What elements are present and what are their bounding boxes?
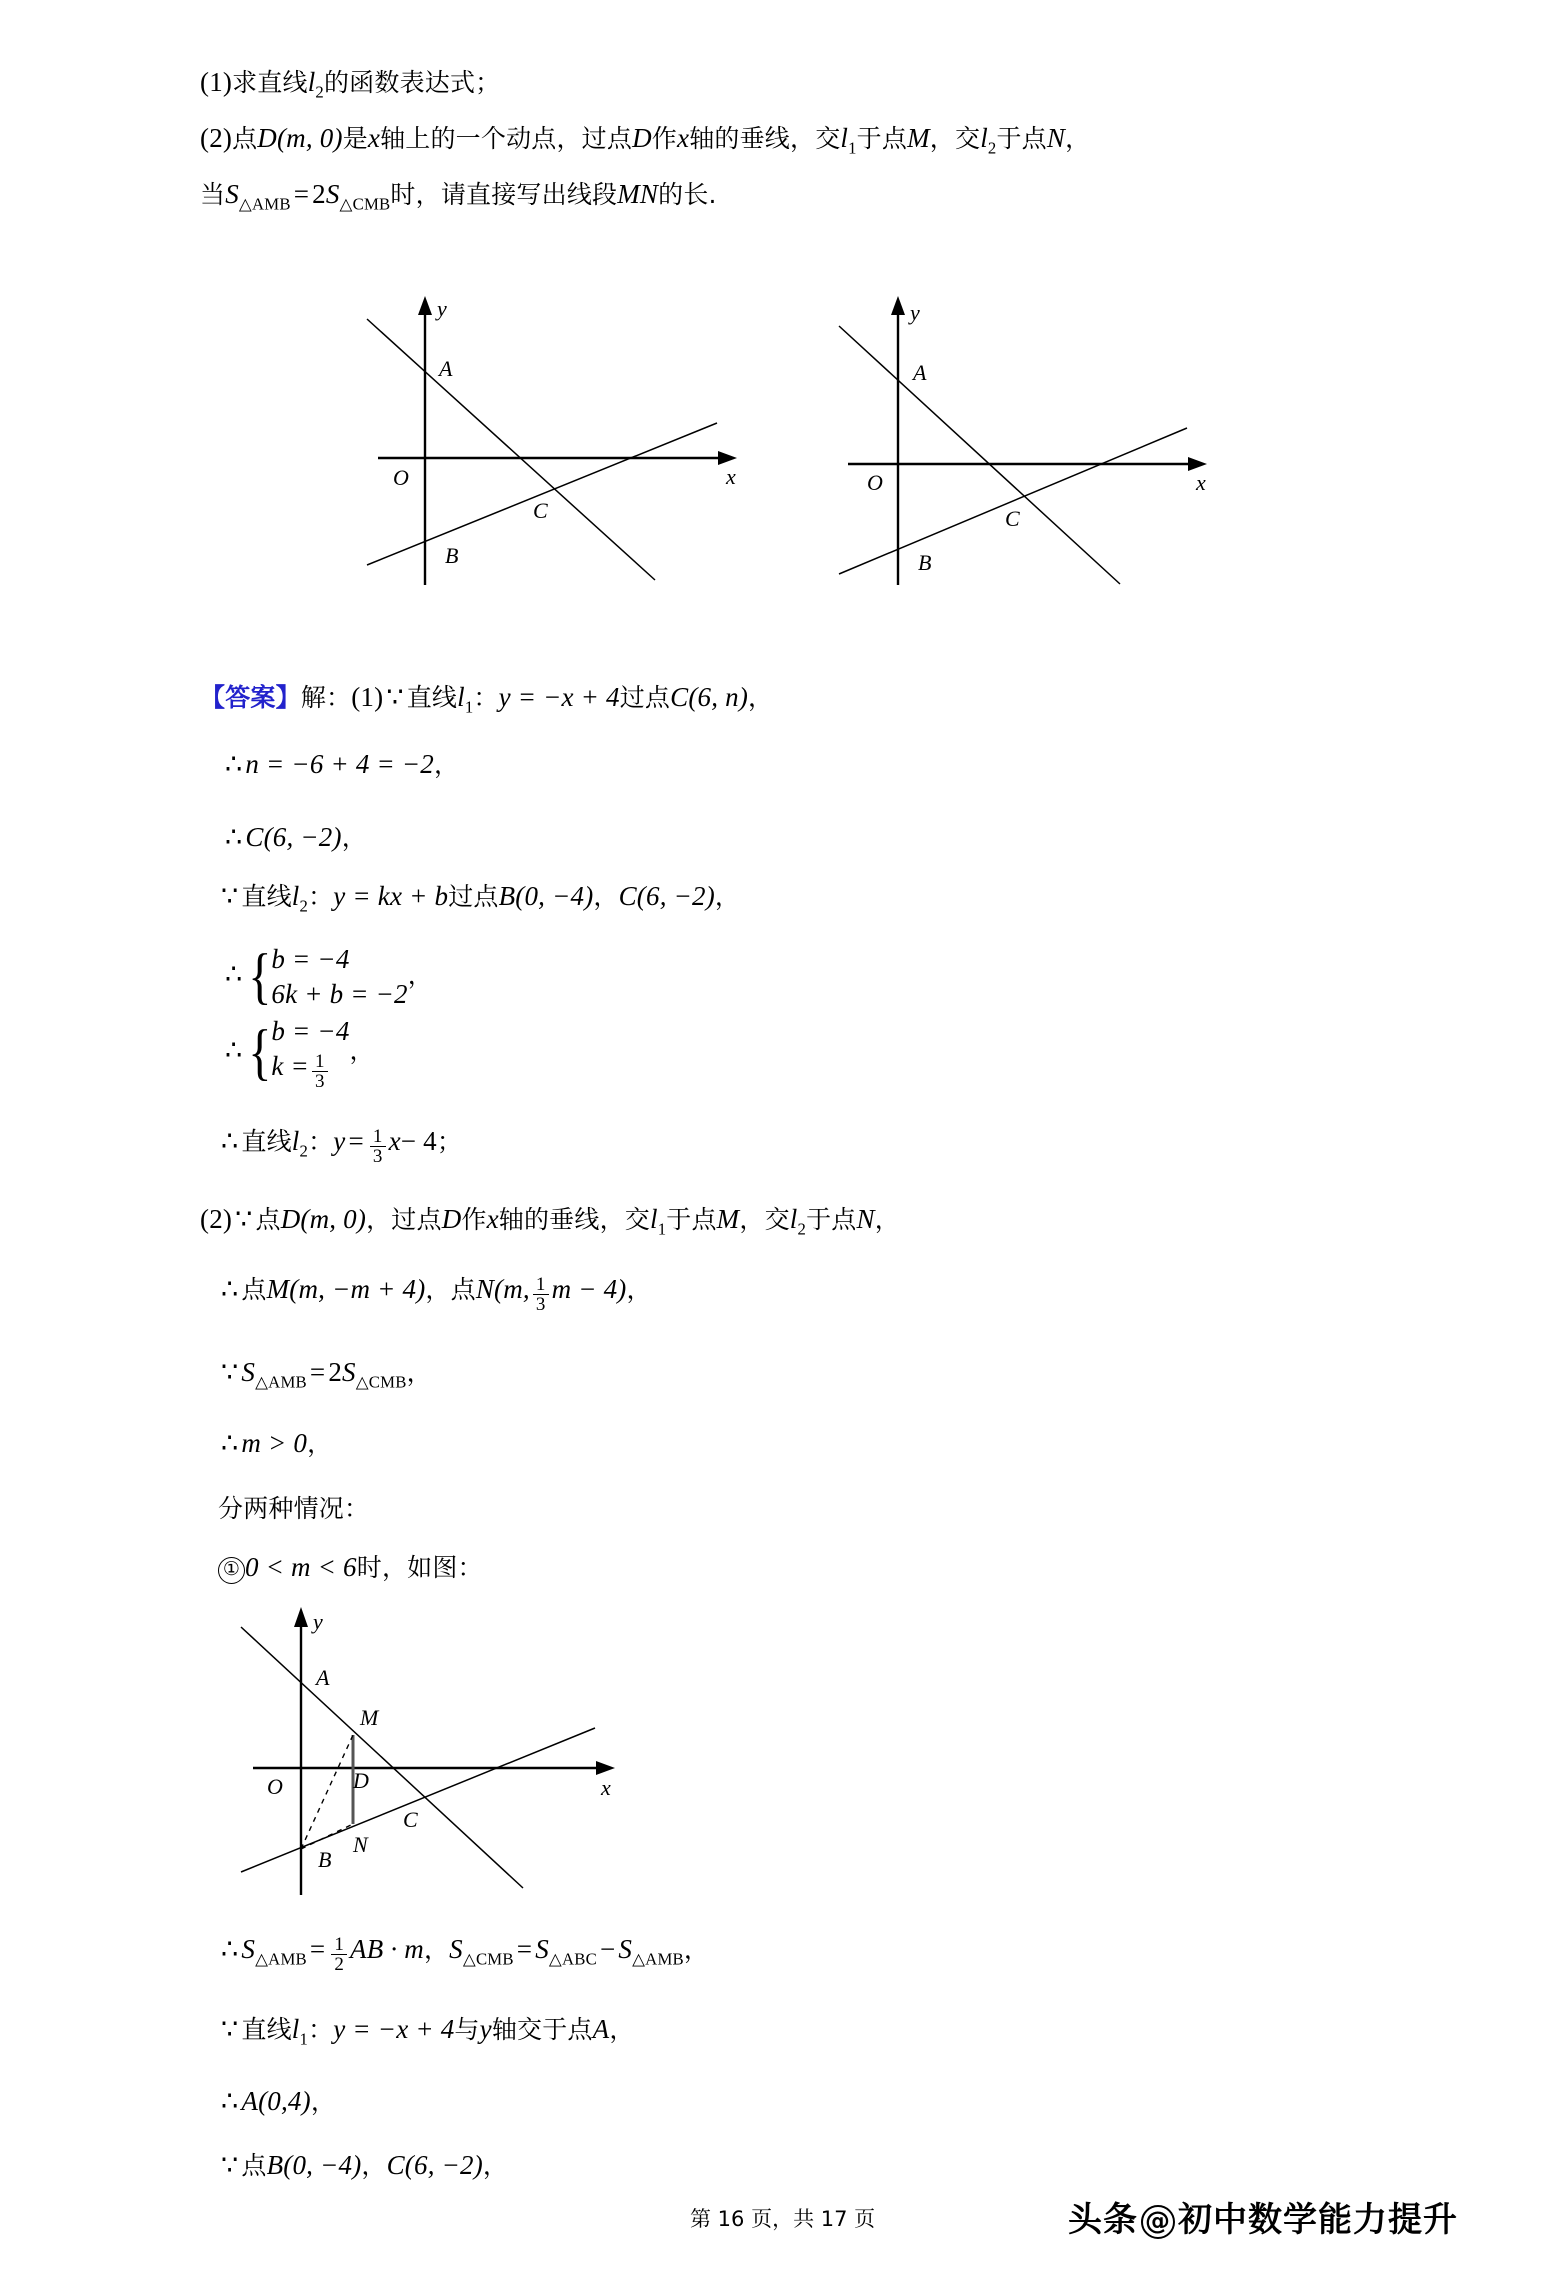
answer-point-n-rhs-9: m − 4) (551, 1274, 627, 1304)
part2b-mn: MN (617, 179, 659, 209)
answer-s2-sub-10: △CMB (355, 1372, 407, 1392)
part2-seg6: 于点 (856, 124, 908, 153)
answer-seg4-8: 于点 (666, 1205, 717, 1234)
answer-x-8: x (486, 1204, 499, 1234)
answer-eqn-13: 0 < m < 6 (245, 1552, 357, 1582)
answer-comma-4b: ， (714, 882, 741, 911)
answer-comma-1: ， (748, 683, 774, 712)
fig1-label-x: x (726, 464, 736, 489)
answer-dian-8: 点 (255, 1205, 281, 1234)
fig2-label-x: x (1196, 470, 1206, 495)
fig3-line-l1 (241, 1627, 523, 1888)
answer-d-8: D (441, 1204, 462, 1234)
fig2-label-C: C (1005, 506, 1020, 531)
system2-brace-group (245, 1014, 349, 1092)
answer-point-c-4: C(6, −2) (618, 881, 715, 911)
answer-because-8: ∵ (235, 1204, 253, 1234)
answer-y-7: y (333, 1126, 346, 1156)
answer-guodian-1: 过点 (619, 683, 671, 712)
part2-point-d2: D (632, 123, 652, 153)
answer-line-17 (218, 2146, 508, 2185)
fig2-line-l2 (839, 428, 1187, 574)
answer-colon-4: ： (308, 882, 334, 911)
answer-seg1-8: 过点 (391, 1205, 442, 1234)
answer-l1-8: l (649, 1204, 658, 1234)
answer-mid-14: AB · m (350, 1934, 424, 1964)
answer-line-12: 分两种情况： (218, 1494, 370, 1523)
answer-eq-7: = (348, 1126, 364, 1156)
answer-a-15: A (592, 2014, 610, 2044)
answer-s1-sub-10: △AMB (255, 1372, 307, 1392)
fig3-label-N: N (353, 1832, 368, 1857)
fig2-line-l1 (839, 326, 1120, 584)
answer-eqn-15: y = −x + 4 (333, 2014, 455, 2044)
answer-jie: 解： (300, 683, 352, 712)
answer-comma-9a: ， (425, 1275, 451, 1304)
answer-comma-14b: ， (683, 1935, 710, 1964)
answer-therefore-2: ∴ (225, 749, 243, 779)
fig3-x-arrowhead (596, 1761, 615, 1775)
answer-l-sub-4: 2 (299, 896, 309, 916)
system2-therefore: ∴ (225, 1035, 243, 1066)
fig3-line-l2 (241, 1728, 595, 1872)
watermark-name: 初中数学能力提升 (1178, 2200, 1458, 2240)
answer-comma-15: ， (609, 2015, 635, 2044)
fig3-label-C: C (403, 1807, 418, 1832)
part2b-s2: S (325, 179, 340, 209)
fig3-label-A: A (316, 1665, 330, 1690)
part2-l2: l (980, 123, 988, 153)
answer-eqn-3: C(6, −2) (245, 822, 342, 852)
answer-fraction-7 (370, 1127, 386, 1167)
answer-zhixian-4: 直线 (241, 882, 292, 911)
answer-dian2-9: 点 (450, 1275, 476, 1304)
answer-l-sub-1: 1 (464, 697, 474, 717)
answer-zhixian-15: 直线 (241, 2015, 292, 2044)
system1-row1: b = −4 (271, 944, 350, 974)
part2-seg2: 是 (342, 124, 368, 153)
answer-comma-8a: ， (366, 1205, 392, 1234)
fig3-label-O: O (267, 1774, 283, 1799)
part2-l1: l (840, 123, 849, 153)
fig2-label-A: A (913, 360, 927, 385)
answer-l-7: l (291, 1126, 300, 1156)
answer-point-1: C(6, n) (670, 682, 749, 712)
answer-seg2-15: 轴交于点 (491, 2015, 593, 2044)
answer-s4-14: S (618, 1934, 633, 1964)
question-part1 (200, 63, 500, 111)
answer-comma-4a: ， (593, 882, 619, 911)
answer-line-3 (222, 818, 367, 857)
answer-comma-11: ， (307, 1429, 333, 1458)
fig2-label-O: O (867, 470, 883, 495)
answer-line-14 (218, 1930, 709, 1978)
answer-y-15: y (479, 2014, 492, 2044)
answer-tail-7: − 4 (400, 1126, 437, 1156)
part2-seg7: ，交 (929, 124, 981, 153)
answer-eqn-2: n = −6 + 4 = −2 (245, 749, 434, 779)
question-part2-line2 (200, 175, 717, 223)
part2-seg1: 点 (232, 124, 258, 153)
answer-eqn-16: A(0,4) (241, 2086, 311, 2116)
answer-system-2 (222, 1014, 375, 1092)
answer-comma-17b: ， (482, 2151, 509, 2180)
fig3-y-arrowhead (294, 1607, 308, 1627)
answer-s1-sub-14: △AMB (255, 1949, 307, 1969)
answer-comma-17a: ， (361, 2151, 387, 2180)
answer-l-sub-15: 1 (299, 2029, 309, 2049)
answer-point-n-lhs-9: N(m, (475, 1274, 530, 1304)
system2-trailing: ， (349, 1036, 375, 1066)
answer-comma-8b: ，交 (739, 1205, 790, 1234)
answer-zhixian-1: 直线 (406, 683, 458, 712)
answer-l1-sub-8: 1 (657, 1219, 667, 1239)
part2-point-n: N (1046, 123, 1066, 153)
part2-var-x2: x (677, 123, 690, 153)
answer-frac-num-7: 1 (372, 1125, 383, 1147)
answer-l2-sub-8: 2 (797, 1219, 807, 1239)
answer-eq-10: = (309, 1357, 326, 1387)
fig1-line-l1 (367, 319, 655, 580)
fig3-label-D: D (353, 1768, 369, 1793)
part2-seg3: 轴上的一个动点，过点 (380, 124, 633, 153)
part2-point-m: M (907, 123, 930, 153)
answer-dian1-9: 点 (241, 1275, 267, 1304)
part2b-coef: 2 (312, 179, 326, 209)
answer-line-16 (218, 2082, 336, 2121)
answer-point-b-4: B(0, −4) (498, 881, 594, 911)
answer-s1-14: S (241, 1934, 256, 1964)
answer-line-13 (218, 1548, 483, 1587)
part2b-seg3: 的长. (658, 180, 717, 209)
system1-therefore: ∴ (225, 959, 243, 990)
answer-line-8 (200, 1200, 900, 1248)
part1-line-var: l (307, 67, 316, 97)
fig1-label-C: C (533, 498, 548, 523)
answer-frac-den-9: 3 (533, 1294, 549, 1314)
answer-frac-den-14: 2 (331, 1954, 347, 1974)
part2b-seg1: 当 (200, 180, 226, 209)
answer-line-11 (218, 1424, 332, 1463)
answer-frac-den-7: 3 (370, 1146, 386, 1166)
answer-because-4: ∵ (221, 881, 239, 911)
answer-comma-3: ， (341, 823, 367, 852)
part2b-s1-sub: △AMB (238, 194, 291, 214)
answer-comma-9b: ， (626, 1275, 652, 1304)
answer-line-4 (218, 877, 740, 925)
part1-text-b: 的函数表达式； (323, 68, 501, 97)
system2-fraction (312, 1052, 328, 1092)
answer-therefore-9: ∴ (221, 1274, 239, 1304)
circled-number-1: ① (218, 1557, 245, 1584)
system2-row2 (271, 1049, 349, 1092)
answer-point-m-9: M(m, −m + 4) (266, 1274, 426, 1304)
fig3-dashed-BM (301, 1735, 353, 1849)
watermark-at-icon: @ (1141, 2205, 1175, 2239)
answer-s3-sub-14: △ABC (548, 1949, 597, 1969)
part2-var-x1: x (367, 123, 381, 153)
fig1-y-arrowhead (418, 296, 432, 315)
answer-eqn-4: y = kx + b (333, 881, 449, 911)
fig1-label-B: B (445, 543, 459, 568)
answer-comma-16: ， (310, 2087, 337, 2116)
part2-l2-sub: 2 (987, 138, 997, 158)
fig2-x-arrowhead (1188, 457, 1207, 471)
answer-eq-14: = (309, 1934, 326, 1964)
answer-fraction-14 (331, 1935, 347, 1975)
answer-system-1 (222, 942, 433, 1012)
figure-3 (205, 1595, 645, 1915)
footer-page-number: 第 16 页，共 17 页 (690, 2207, 876, 2231)
answer-l-15: l (291, 2014, 300, 2044)
part2-point-d: D(m, 0) (257, 123, 343, 153)
system2-frac-den: 3 (312, 1071, 328, 1091)
answer-s2-sub-14: △CMB (462, 1949, 514, 1969)
answer-line-9 (218, 1270, 652, 1315)
answer-because-15: ∵ (221, 2014, 239, 2044)
answer-zhixian-7: 直线 (241, 1127, 292, 1156)
answer-dian-17: 点 (241, 2151, 267, 2180)
answer-frac-num-9: 1 (535, 1273, 546, 1295)
answer-because-10: ∵ (221, 1357, 239, 1387)
answer-s4-sub-14: △AMB (632, 1949, 684, 1969)
answer-l-1: l (457, 682, 465, 712)
fig1-label-y: y (437, 296, 447, 321)
system1-trailing: ， (407, 960, 433, 990)
answer-b-17: B(0, −4) (266, 2150, 362, 2180)
part1-text-a: 求直线 (232, 68, 308, 97)
answer-m-8: M (716, 1204, 740, 1234)
system2-frac-num: 1 (314, 1050, 325, 1072)
system2-brace: { (248, 1018, 273, 1087)
system2-row2-lhs: k = (271, 1051, 309, 1082)
answer-c-17: C(6, −2) (386, 2150, 483, 2180)
answer-seg2-8: 作 (461, 1205, 487, 1234)
fig1-label-A: A (439, 356, 453, 381)
answer-fraction-9 (533, 1275, 549, 1315)
fig1-line-l2 (367, 423, 717, 565)
answer-eqn-1: y = −x + 4 (498, 682, 620, 712)
system1-brace: { (248, 942, 273, 1011)
answer-line-2 (222, 745, 459, 784)
answer-colon-7: ： (308, 1127, 334, 1156)
answer-comma-2: ， (434, 750, 460, 779)
answer-coef-10: 2 (328, 1357, 343, 1387)
answer-s3-14: S (535, 1934, 549, 1964)
answer-seg3-8: 轴的垂线，交 (498, 1205, 650, 1234)
answer-l2-8: l (789, 1204, 798, 1234)
fig2-y-arrowhead (891, 296, 905, 315)
answer-comma-8c: ， (874, 1205, 900, 1234)
answer-l-sub-7: 2 (299, 1141, 309, 1161)
part2-seg8: 于点 (996, 124, 1047, 153)
fig1-label-O: O (393, 465, 409, 490)
answer-because-1: ∵ (386, 682, 404, 712)
answer-x-7: x (388, 1126, 401, 1156)
answer-comma-10: ， (406, 1358, 432, 1387)
answer-point-d-8: D(m, 0) (280, 1204, 367, 1234)
part2-seg4: 作 (651, 124, 677, 153)
question-part2-line1 (200, 119, 1090, 167)
watermark (1068, 2192, 1458, 2241)
part2-seg9: ， (1065, 124, 1091, 153)
answer-minus-14: − (599, 1934, 616, 1964)
answer-colon-15: ： (308, 2015, 334, 2044)
answer-eqn-11: m > 0 (241, 1428, 308, 1458)
system1-row2: 6k + b = −2 (271, 979, 408, 1010)
part2b-s1: S (225, 179, 239, 209)
answer-comma-14a: ， (423, 1935, 450, 1964)
fig3-label-x: x (601, 1775, 611, 1800)
answer-therefore-3: ∴ (225, 822, 243, 852)
answer-line-10 (218, 1353, 432, 1401)
answer-because-17: ∵ (221, 2150, 239, 2180)
answer-therefore-14: ∴ (221, 1934, 239, 1964)
answer-therefore-11: ∴ (221, 1428, 239, 1458)
part1-line-sub: 2 (315, 82, 324, 102)
fig3-label-y: y (313, 1609, 323, 1634)
fig1-x-arrowhead (718, 451, 737, 465)
answer-s2-10: S (342, 1357, 356, 1387)
answer-semicolon-7: ； (436, 1127, 463, 1156)
answer-seg5-8: 于点 (806, 1205, 857, 1234)
part2-l1-sub: 1 (848, 138, 857, 158)
answer-colon-1: ： (473, 683, 499, 712)
answer-frac-num-14: 1 (334, 1933, 345, 1955)
answer-line-7 (218, 1122, 462, 1170)
answer-tag: 【答案】 (200, 683, 301, 712)
system2-row1: b = −4 (271, 1016, 350, 1046)
answer-line-15 (218, 2010, 635, 2058)
answer-guodian-4: 过点 (448, 882, 499, 911)
figure-2 (815, 288, 1215, 588)
watermark-prefix: 头条 (1068, 2200, 1138, 2240)
part1-prefix: (1) (200, 67, 233, 97)
part2b-eq: = (293, 179, 310, 209)
part2b-seg2: 时，请直接写出线段 (390, 180, 618, 209)
answer-l-4: l (291, 881, 300, 911)
answer-shi-13: 时，如图： (356, 1553, 483, 1582)
fig3-label-B: B (318, 1847, 332, 1872)
fig3-label-M: M (360, 1705, 379, 1730)
answer-eq2-14: = (516, 1934, 533, 1964)
answer-s1-10: S (241, 1357, 256, 1387)
part2-prefix: (2) (200, 123, 233, 153)
answer-s2-14: S (449, 1934, 463, 1964)
figure-1 (345, 288, 745, 588)
answer-num1: (1) (351, 682, 384, 712)
fig2-label-y: y (910, 300, 920, 325)
answer-num-8: (2) (200, 1204, 233, 1234)
answer-seg1-15: 与 (454, 2015, 480, 2044)
answer-therefore-7: ∴ (221, 1126, 239, 1156)
system1-brace-group (245, 942, 407, 1012)
answer-therefore-16: ∴ (221, 2086, 239, 2116)
fig2-label-B: B (918, 550, 932, 575)
answer-line-1 (200, 678, 773, 726)
part2b-s2-sub: △CMB (339, 194, 391, 214)
part2-seg5: 轴的垂线，交 (689, 124, 841, 153)
answer-n-8: N (856, 1204, 875, 1234)
